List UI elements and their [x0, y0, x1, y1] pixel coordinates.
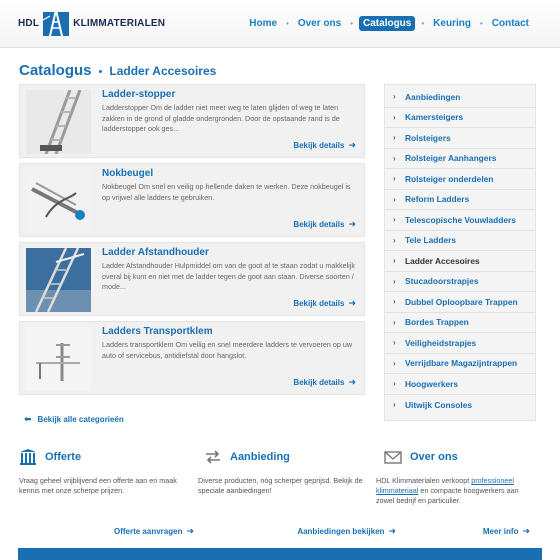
product-card	[19, 242, 365, 316]
aanbieding-cta-label: Aanbiedingen bekijken	[297, 527, 385, 536]
meer-info-link[interactable]	[483, 526, 530, 537]
columns-icon	[19, 449, 37, 465]
arrow-left-icon: ⬅	[24, 414, 32, 424]
sidebar-item-label: Tele Ladders	[405, 235, 457, 246]
sidebar-item-label: Uitwijk Consoles	[405, 399, 473, 410]
chevron-right-icon: ›	[393, 297, 396, 307]
arrow-right-icon: ➜	[186, 526, 194, 536]
footer-bar	[18, 548, 542, 560]
nav-keuring[interactable]: Keuring	[433, 18, 471, 29]
back-link-label: Bekijk alle categorieën	[37, 415, 124, 424]
view-details-label: Bekijk details	[293, 141, 345, 150]
sidebar-item-label: Bordes Trappen	[405, 317, 469, 328]
sidebar-item-kamersteigers[interactable]	[385, 108, 535, 129]
nokbeugel-photo[interactable]	[26, 169, 91, 233]
product-name[interactable]: Nokbeugel	[102, 168, 154, 179]
product-list	[19, 84, 365, 400]
category-sidebar	[384, 84, 536, 421]
nav-catalogus[interactable]: Catalogus	[359, 16, 415, 31]
product-name[interactable]: Ladder-stopper	[102, 89, 176, 100]
sidebar-item-dubbel-oploopbare-trappen[interactable]	[385, 292, 535, 313]
offerte-request-link[interactable]	[114, 526, 194, 537]
chevron-right-icon: ›	[393, 256, 396, 266]
over-ons-block	[376, 448, 536, 536]
chevron-right-icon: ›	[393, 235, 396, 245]
chevron-right-icon: ›	[393, 153, 396, 163]
product-description: Nokbeugel Om snel en veilig op hellende daken te werken. Deze nokbeugel is op vrijwel alle ladders te gebruiken.	[102, 182, 351, 202]
sidebar-item-rolsteiger-aanhangers[interactable]	[385, 149, 535, 170]
sidebar-item-label: Rolsteiger onderdelen	[405, 173, 494, 184]
sidebar-item-label: Veiligheidstrapjes	[405, 337, 477, 348]
envelope-icon	[384, 449, 402, 465]
view-details-label: Bekijk details	[293, 220, 345, 229]
sidebar-item-stucadoorstrapjes[interactable]	[385, 272, 535, 293]
sidebar-item-rolsteigers[interactable]	[385, 128, 535, 149]
chevron-right-icon: ›	[393, 276, 396, 286]
arrow-right-icon: ➜	[522, 526, 530, 536]
aanbieding-text: Diverse producten, nóg scherper geprijsd. Bekijk de speciale aanbiedingen!	[198, 476, 363, 495]
sidebar-item-label: Rolsteigers	[405, 132, 451, 143]
sidebar-item-verrijdbare-magazijntrappen[interactable]	[385, 354, 535, 375]
aanbiedingen-view-link[interactable]	[297, 526, 396, 537]
logo-text-right: KLIMMATERIALEN	[73, 17, 166, 29]
over-ons-title: Over ons	[410, 451, 458, 463]
logo[interactable]	[18, 8, 165, 38]
sidebar-item-label: Telescopische Vouwladders	[405, 214, 516, 225]
nav-contact[interactable]: Contact	[491, 18, 529, 29]
nav-separator: •	[286, 19, 289, 28]
product-description: Ladderstopper Om de ladder niet meer weg te laten glijden of weg te laten zakken in de grond of gladde ondergronden. Door de opstaande rand is de ladderstopper ook ges...	[102, 103, 340, 133]
page-subtitle: Ladder Accesoires	[109, 64, 217, 78]
page-title-main: Catalogus	[19, 62, 92, 79]
nav-separator: •	[350, 19, 354, 28]
ladder-logo-icon	[41, 8, 71, 38]
over-ons-text-before: HDL Klimmaterialen verkoopt	[376, 476, 470, 485]
chevron-right-icon: ›	[393, 133, 396, 143]
chevron-right-icon: ›	[393, 379, 396, 389]
sidebar-item-telescopische-vouwladders[interactable]	[385, 210, 535, 231]
sidebar-item-rolsteiger-onderdelen[interactable]	[385, 169, 535, 190]
view-details-link[interactable]	[293, 219, 356, 230]
aanbieding-block	[198, 448, 396, 536]
sidebar-item-veiligheidstrapjes[interactable]	[385, 333, 535, 354]
meer-info-label: Meer info	[482, 527, 519, 536]
sidebar-item-label: Verrijdbare Magazijntrappen	[405, 358, 518, 369]
sidebar-item-reform-ladders[interactable]	[385, 190, 535, 211]
product-card	[19, 163, 365, 237]
sidebar-item-ladder-accesoires[interactable]	[385, 251, 535, 272]
chevron-right-icon: ›	[393, 112, 396, 122]
nav-over-ons[interactable]: Over ons	[297, 18, 342, 29]
afstandhouder-photo[interactable]	[26, 248, 91, 312]
product-card	[19, 84, 365, 158]
chevron-right-icon: ›	[393, 358, 396, 368]
offerte-block	[19, 448, 194, 536]
aanbieding-title: Aanbieding	[230, 451, 290, 463]
main-nav	[246, 16, 532, 31]
arrow-right-icon: ➜	[348, 298, 356, 308]
over-ons-text	[376, 476, 536, 506]
sidebar-item-bordes-trappen[interactable]	[385, 313, 535, 334]
chevron-right-icon: ›	[393, 215, 396, 225]
professioneel-klimmateriaal-link[interactable]: professioneel klimmateriaal	[376, 476, 514, 495]
transportklem-photo[interactable]	[26, 327, 91, 391]
product-name[interactable]: Ladder Afstandhouder	[102, 247, 209, 258]
site-header	[0, 0, 560, 48]
sidebar-item-label: Hoogwerkers	[405, 378, 459, 389]
sidebar-item-uitwijk-consoles[interactable]	[385, 395, 535, 416]
product-card	[19, 321, 365, 395]
view-details-label: Bekijk details	[293, 378, 345, 387]
back-to-categories-link[interactable]	[24, 414, 124, 425]
title-separator: •	[98, 66, 103, 78]
sidebar-item-aanbiedingen[interactable]	[385, 87, 535, 108]
swap-arrows-icon	[204, 449, 222, 465]
arrow-right-icon: ➜	[348, 140, 356, 150]
view-details-label: Bekijk details	[293, 299, 345, 308]
product-name[interactable]: Ladders Transportklem	[102, 326, 213, 337]
offerte-text: Vraag geheel vrijblijvend een offerte aan en maak kennis met onze scherpe prijzen.	[19, 476, 177, 495]
chevron-right-icon: ›	[393, 174, 396, 184]
sidebar-item-tele-ladders[interactable]	[385, 231, 535, 252]
offerte-cta-label: Offerte aanvragen	[113, 527, 183, 536]
sidebar-item-label: Ladder Accesoires	[405, 255, 480, 266]
sidebar-item-label: Dubbel Oploopbare Trappen	[405, 296, 518, 307]
page-title	[19, 62, 216, 79]
chevron-right-icon: ›	[393, 194, 396, 204]
over-ons-text-after: en compacte hoogwerkers aan zowel bedrijf en particulier.	[376, 486, 519, 505]
sidebar-item-label: Stucadoorstrapjes	[405, 276, 479, 287]
chevron-right-icon: ›	[393, 317, 396, 327]
nav-separator: •	[479, 19, 483, 28]
ladder-stopper-photo[interactable]	[26, 90, 91, 154]
sidebar-item-label: Rolsteiger Aanhangers	[405, 153, 497, 164]
sidebar-item-hoogwerkers[interactable]	[385, 374, 535, 395]
chevron-right-icon: ›	[393, 400, 396, 410]
nav-home[interactable]: Home	[249, 18, 278, 29]
view-details-link[interactable]	[293, 140, 356, 151]
view-details-link[interactable]	[293, 298, 356, 309]
product-description: Ladder Afstandhouder Hulpmiddel om van de goot af te staan zodat u makkelijk overal bij kunt en niet met de ladder tegen de goot aan staan. Diverse soorten / mode...	[102, 261, 355, 291]
sidebar-item-label: Kamersteigers	[405, 112, 464, 123]
view-details-link[interactable]	[293, 377, 356, 388]
nav-separator: •	[421, 19, 425, 28]
offerte-title: Offerte	[45, 451, 82, 463]
arrow-right-icon: ➜	[388, 526, 396, 536]
sidebar-item-label: Reform Ladders	[405, 194, 470, 205]
arrow-right-icon: ➜	[348, 219, 356, 229]
sidebar-item-label: Aanbiedingen	[405, 91, 461, 102]
chevron-right-icon: ›	[393, 92, 396, 102]
product-description: Ladders transportklem Om veilig en snel meerdere ladders te vervoeren op uw auto of servicebus, antidiefstal door hangslot.	[102, 340, 353, 360]
arrow-right-icon: ➜	[348, 377, 356, 387]
logo-text-left: HDL	[18, 17, 40, 29]
chevron-right-icon: ›	[393, 338, 396, 348]
